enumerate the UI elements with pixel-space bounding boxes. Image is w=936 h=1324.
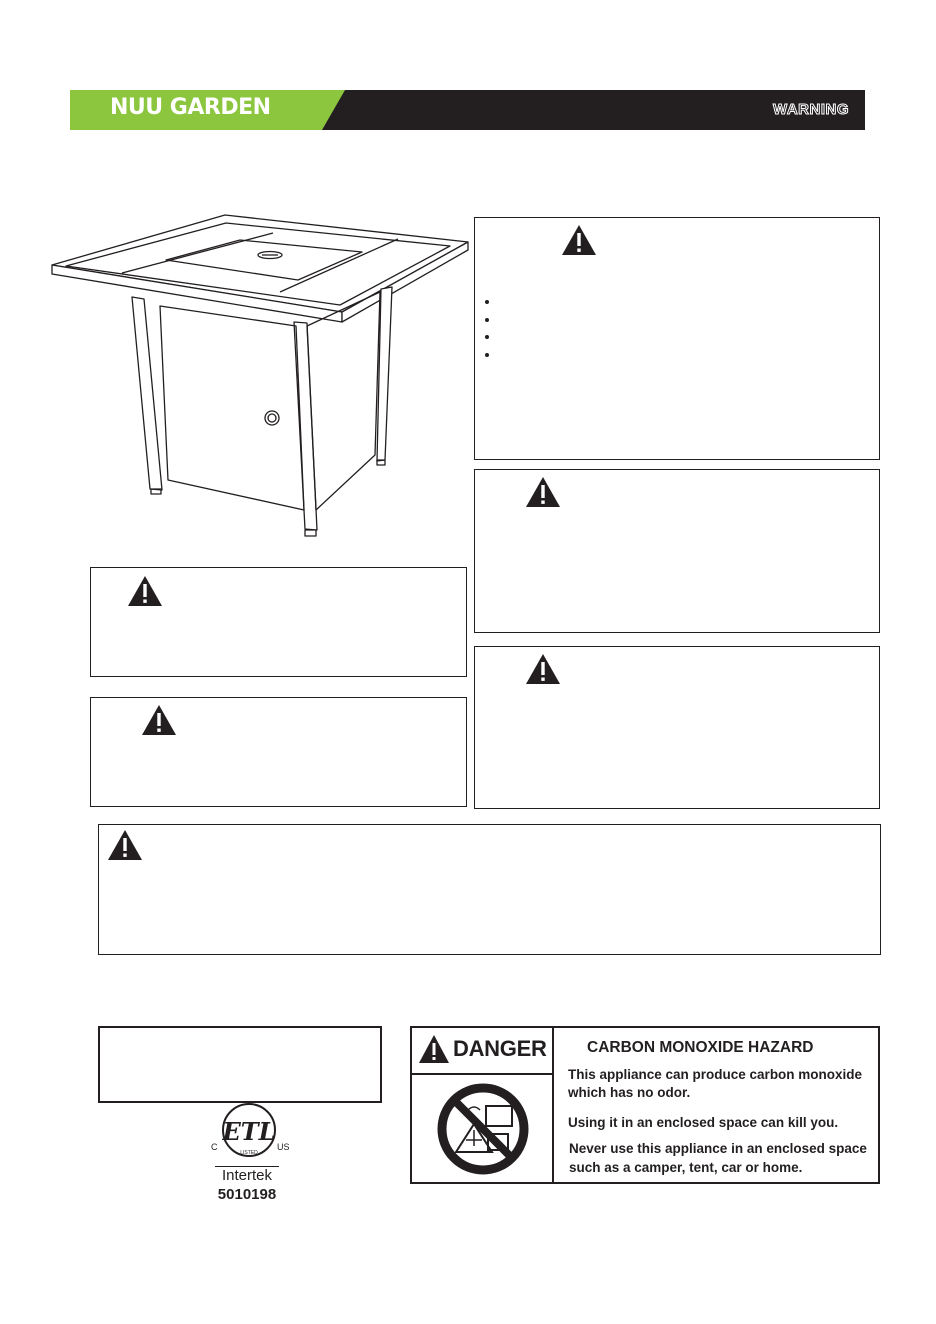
etl-listed-mark	[205, 1100, 293, 1170]
warning-triangle-icon	[525, 476, 561, 508]
danger-signal-word: DANGER	[453, 1036, 547, 1061]
bullet	[485, 353, 489, 357]
danger-title: CARBON MONOXIDE HAZARD	[587, 1039, 814, 1056]
header-banner	[70, 90, 865, 130]
warning-triangle-icon	[561, 224, 597, 256]
etl-c-label: C	[211, 1142, 218, 1152]
fire-table-illustration	[50, 210, 470, 550]
warning-triangle-icon	[141, 704, 177, 736]
bullet	[485, 335, 489, 339]
danger-text-line: which has no odor.	[568, 1085, 691, 1100]
warning-triangle-icon	[107, 829, 143, 861]
warning-triangle-icon	[127, 575, 163, 607]
certification-box	[98, 1026, 382, 1103]
section-title: WARNING	[773, 101, 849, 118]
bullet	[485, 318, 489, 322]
divider	[552, 1028, 554, 1182]
brand-name: NUU GARDEN	[110, 95, 271, 120]
danger-triangle-icon	[418, 1034, 450, 1064]
warning-box-5	[90, 697, 467, 807]
warning-box-3	[474, 646, 880, 809]
bullet	[485, 300, 489, 304]
bullet-list	[485, 300, 489, 370]
danger-text-line: Using it in an enclosed space can kill you.	[568, 1115, 839, 1130]
warning-box-4	[90, 567, 467, 677]
divider	[412, 1073, 552, 1075]
etl-us-label: US	[277, 1142, 290, 1152]
danger-text-line: such as a camper, tent, car or home.	[569, 1160, 803, 1175]
certification-number: 5010198	[217, 1186, 277, 1203]
warning-box-1	[474, 217, 880, 460]
warning-box-wide	[98, 824, 881, 955]
no-enclosed-space-icon	[436, 1082, 530, 1176]
danger-label	[410, 1026, 880, 1184]
warning-triangle-icon	[525, 653, 561, 685]
warning-box-2	[474, 469, 880, 633]
svg-text:ETL: ETL	[222, 1117, 276, 1146]
danger-text-line: This appliance can produce carbon monoxide	[568, 1067, 863, 1082]
etl-listed-label: LISTED	[240, 1150, 258, 1156]
certification-lab: Intertek	[215, 1166, 279, 1184]
danger-text-line: Never use this appliance in an enclosed space	[569, 1141, 867, 1156]
